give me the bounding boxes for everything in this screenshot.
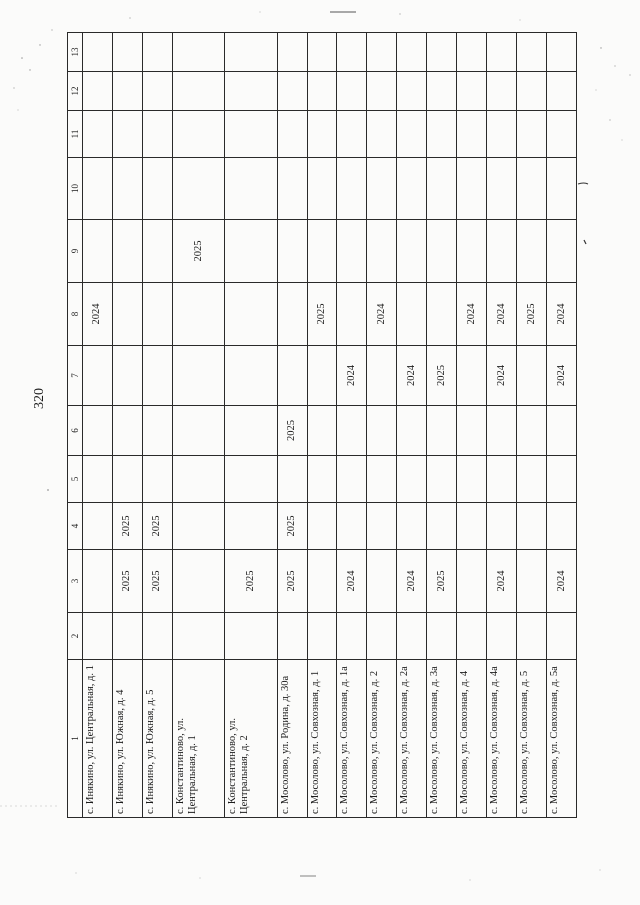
cell-col-11	[457, 111, 487, 158]
address-cell: с. Мосолово, ул. Совхозная, д. 1	[307, 660, 337, 818]
cell-col-5	[307, 456, 337, 503]
cell-col-9	[397, 220, 427, 283]
cell-col-6	[517, 406, 547, 456]
cell-col-5	[83, 456, 113, 503]
cell-col-11	[547, 111, 577, 158]
cell-col-2	[112, 613, 142, 660]
cell-col-11	[225, 111, 277, 158]
cell-col-10	[142, 158, 172, 220]
cell-col-2	[307, 613, 337, 660]
cell-col-12	[112, 72, 142, 111]
cell-col-13	[277, 33, 307, 72]
cell-col-4	[172, 503, 224, 550]
schedule-table	[67, 32, 577, 818]
cell-col-9	[337, 220, 367, 283]
column-number: 11	[68, 111, 83, 158]
address-cell: с. Инякино, ул. Южная, д. 4	[112, 660, 142, 818]
cell-col-13	[172, 33, 224, 72]
cell-col-11	[142, 111, 172, 158]
cell-col-9	[487, 220, 517, 283]
cell-col-8	[397, 283, 427, 346]
cell-col-10	[367, 158, 397, 220]
cell-col-11	[487, 111, 517, 158]
cell-col-7: 2024	[337, 346, 367, 406]
cell-col-3: 2024	[547, 550, 577, 613]
cell-col-8: 2024	[457, 283, 487, 346]
table-row	[307, 33, 337, 818]
cell-col-2	[427, 613, 457, 660]
cell-col-11	[172, 111, 224, 158]
cell-col-6	[225, 406, 277, 456]
cell-col-7	[225, 346, 277, 406]
cell-col-13	[225, 33, 277, 72]
cell-col-3	[83, 550, 113, 613]
cell-col-8: 2024	[547, 283, 577, 346]
cell-col-3	[367, 550, 397, 613]
cell-col-9	[112, 220, 142, 283]
table-row	[83, 33, 113, 818]
cell-col-13	[427, 33, 457, 72]
cell-col-5	[225, 456, 277, 503]
cell-col-7	[112, 346, 142, 406]
cell-col-13	[307, 33, 337, 72]
cell-col-6	[307, 406, 337, 456]
cell-col-12	[487, 72, 517, 111]
column-number-row	[68, 33, 83, 818]
cell-col-3: 2024	[487, 550, 517, 613]
cell-col-5	[172, 456, 224, 503]
cell-col-5	[427, 456, 457, 503]
address-cell: с. Мосолово, ул. Совхозная, д. 2а	[397, 660, 427, 818]
cell-col-13	[367, 33, 397, 72]
address-cell: с. Константиново, ул. Центральная, д. 1	[172, 660, 224, 818]
cell-col-2	[397, 613, 427, 660]
cell-col-7	[457, 346, 487, 406]
cell-col-13	[517, 33, 547, 72]
cell-col-4	[307, 503, 337, 550]
cell-col-8	[337, 283, 367, 346]
address-cell: с. Мосолово, ул. Совхозная, д. 5а	[547, 660, 577, 818]
column-number: 5	[68, 456, 83, 503]
cell-col-4	[457, 503, 487, 550]
cell-col-13	[397, 33, 427, 72]
cell-col-7	[307, 346, 337, 406]
cell-col-11	[367, 111, 397, 158]
cell-col-2	[142, 613, 172, 660]
table-body	[83, 33, 577, 818]
cell-col-3	[172, 550, 224, 613]
cell-col-9	[457, 220, 487, 283]
cell-col-11	[337, 111, 367, 158]
cell-col-2	[547, 613, 577, 660]
table-row	[172, 33, 224, 818]
cell-col-3: 2025	[142, 550, 172, 613]
cell-col-13	[337, 33, 367, 72]
cell-col-10	[83, 158, 113, 220]
cell-col-11	[397, 111, 427, 158]
cell-col-3: 2025	[225, 550, 277, 613]
cell-col-4	[83, 503, 113, 550]
cell-col-7	[367, 346, 397, 406]
cell-col-3: 2024	[397, 550, 427, 613]
table-row	[397, 33, 427, 818]
cell-col-11	[307, 111, 337, 158]
cell-col-5	[277, 456, 307, 503]
cell-col-7: 2024	[547, 346, 577, 406]
cell-col-7	[517, 346, 547, 406]
column-number: 6	[68, 406, 83, 456]
cell-col-12	[427, 72, 457, 111]
cell-col-13	[457, 33, 487, 72]
cell-col-3	[307, 550, 337, 613]
cell-col-10	[277, 158, 307, 220]
table-row	[517, 33, 547, 818]
cell-col-3	[457, 550, 487, 613]
table-row	[547, 33, 577, 818]
address-cell: с. Мосолово, ул. Совхозная, д. 5	[517, 660, 547, 818]
cell-col-3: 2025	[112, 550, 142, 613]
cell-col-5	[112, 456, 142, 503]
cell-col-4: 2025	[112, 503, 142, 550]
cell-col-8	[225, 283, 277, 346]
table-row	[225, 33, 277, 818]
cell-col-9	[547, 220, 577, 283]
cell-col-4	[517, 503, 547, 550]
cell-col-8	[427, 283, 457, 346]
cell-col-11	[112, 111, 142, 158]
cell-col-3: 2025	[427, 550, 457, 613]
cell-col-6	[427, 406, 457, 456]
table-row	[277, 33, 307, 818]
cell-col-3: 2024	[337, 550, 367, 613]
column-number: 12	[68, 72, 83, 111]
cell-col-9: 2025	[172, 220, 224, 283]
cell-col-12	[517, 72, 547, 111]
cell-col-6	[172, 406, 224, 456]
cell-col-11	[427, 111, 457, 158]
cell-col-6	[83, 406, 113, 456]
cell-col-8: 2025	[517, 283, 547, 346]
cell-col-3	[517, 550, 547, 613]
cell-col-10	[225, 158, 277, 220]
cell-col-2	[337, 613, 367, 660]
cell-col-4	[397, 503, 427, 550]
cell-col-4	[427, 503, 457, 550]
cell-col-3: 2025	[277, 550, 307, 613]
address-cell: с. Мосолово, ул. Совхозная, д. 4а	[487, 660, 517, 818]
address-cell: с. Мосолово, ул. Совхозная, д. 1а	[337, 660, 367, 818]
cell-col-6	[337, 406, 367, 456]
column-number: 3	[68, 550, 83, 613]
cell-col-2	[517, 613, 547, 660]
cell-col-4	[547, 503, 577, 550]
table-row	[142, 33, 172, 818]
table-row	[487, 33, 517, 818]
column-number: 1	[68, 660, 83, 818]
cell-col-10	[172, 158, 224, 220]
cell-col-9	[277, 220, 307, 283]
cell-col-2	[277, 613, 307, 660]
cell-col-8: 2024	[83, 283, 113, 346]
cell-col-6	[397, 406, 427, 456]
cell-col-8: 2024	[487, 283, 517, 346]
cell-col-12	[277, 72, 307, 111]
cell-col-5	[487, 456, 517, 503]
cell-col-2	[367, 613, 397, 660]
cell-col-12	[547, 72, 577, 111]
cell-col-5	[457, 456, 487, 503]
cell-col-5	[547, 456, 577, 503]
cell-col-7	[83, 346, 113, 406]
cell-col-9	[83, 220, 113, 283]
cell-col-12	[397, 72, 427, 111]
cell-col-5	[367, 456, 397, 503]
cell-col-10	[337, 158, 367, 220]
cell-col-12	[172, 72, 224, 111]
address-cell: с. Мосолово, ул. Совхозная, д. 2	[367, 660, 397, 818]
cell-col-12	[367, 72, 397, 111]
cell-col-5	[142, 456, 172, 503]
page-number: 320	[32, 388, 47, 409]
cell-col-11	[517, 111, 547, 158]
cell-col-6	[367, 406, 397, 456]
cell-col-7	[277, 346, 307, 406]
cell-col-13	[112, 33, 142, 72]
cell-col-10	[457, 158, 487, 220]
column-number: 8	[68, 283, 83, 346]
cell-col-6	[487, 406, 517, 456]
cell-col-10	[517, 158, 547, 220]
cell-col-8: 2024	[367, 283, 397, 346]
address-cell: с. Мосолово, ул. Родина, д. 30а	[277, 660, 307, 818]
cell-col-8	[112, 283, 142, 346]
cell-col-6	[112, 406, 142, 456]
cell-col-10	[397, 158, 427, 220]
cell-col-10	[112, 158, 142, 220]
rotated-table-wrapper	[67, 33, 577, 818]
cell-col-11	[277, 111, 307, 158]
address-cell: с. Инякино, ул. Южная, д. 5	[142, 660, 172, 818]
cell-col-8	[277, 283, 307, 346]
cell-col-7	[142, 346, 172, 406]
cell-col-13	[547, 33, 577, 72]
table-row	[367, 33, 397, 818]
cell-col-10	[427, 158, 457, 220]
column-number: 9	[68, 220, 83, 283]
cell-col-9	[517, 220, 547, 283]
cell-col-11	[83, 111, 113, 158]
table-row	[112, 33, 142, 818]
address-cell: с. Мосолово, ул. Совхозная, д. 3а	[427, 660, 457, 818]
cell-col-2	[487, 613, 517, 660]
cell-col-2	[172, 613, 224, 660]
column-number: 4	[68, 503, 83, 550]
cell-col-2	[225, 613, 277, 660]
column-number: 2	[68, 613, 83, 660]
cell-col-10	[307, 158, 337, 220]
cell-col-9	[427, 220, 457, 283]
cell-col-10	[547, 158, 577, 220]
table-row	[427, 33, 457, 818]
cell-col-7	[172, 346, 224, 406]
cell-col-4	[487, 503, 517, 550]
address-cell: с. Инякино, ул. Центральная, д. 1	[83, 660, 113, 818]
cell-col-6: 2025	[277, 406, 307, 456]
cell-col-5	[517, 456, 547, 503]
column-number: 10	[68, 158, 83, 220]
cell-col-13	[142, 33, 172, 72]
address-cell: с. Мосолово, ул. Совхозная, д. 4	[457, 660, 487, 818]
cell-col-9	[142, 220, 172, 283]
cell-col-13	[83, 33, 113, 72]
cell-col-4	[367, 503, 397, 550]
cell-col-6	[142, 406, 172, 456]
cell-col-4: 2025	[277, 503, 307, 550]
cell-col-9	[225, 220, 277, 283]
cell-col-8	[172, 283, 224, 346]
cell-col-5	[397, 456, 427, 503]
cell-col-9	[367, 220, 397, 283]
address-cell: с. Константиново, ул. Центральная, д. 2	[225, 660, 277, 818]
cell-col-6	[547, 406, 577, 456]
cell-col-2	[83, 613, 113, 660]
cell-col-7: 2025	[427, 346, 457, 406]
cell-col-12	[83, 72, 113, 111]
cell-col-12	[225, 72, 277, 111]
cell-col-7: 2024	[397, 346, 427, 406]
cell-col-12	[337, 72, 367, 111]
cell-col-7: 2024	[487, 346, 517, 406]
table-row	[457, 33, 487, 818]
cell-col-6	[457, 406, 487, 456]
cell-col-2	[457, 613, 487, 660]
cell-col-8	[142, 283, 172, 346]
cell-col-12	[142, 72, 172, 111]
cell-col-4	[337, 503, 367, 550]
table-row	[337, 33, 367, 818]
cell-col-4	[225, 503, 277, 550]
cell-col-10	[487, 158, 517, 220]
column-number: 7	[68, 346, 83, 406]
cell-col-12	[457, 72, 487, 111]
cell-col-8: 2025	[307, 283, 337, 346]
cell-col-13	[487, 33, 517, 72]
column-number: 13	[68, 33, 83, 72]
cell-col-4: 2025	[142, 503, 172, 550]
cell-col-12	[307, 72, 337, 111]
cell-col-5	[337, 456, 367, 503]
cell-col-9	[307, 220, 337, 283]
